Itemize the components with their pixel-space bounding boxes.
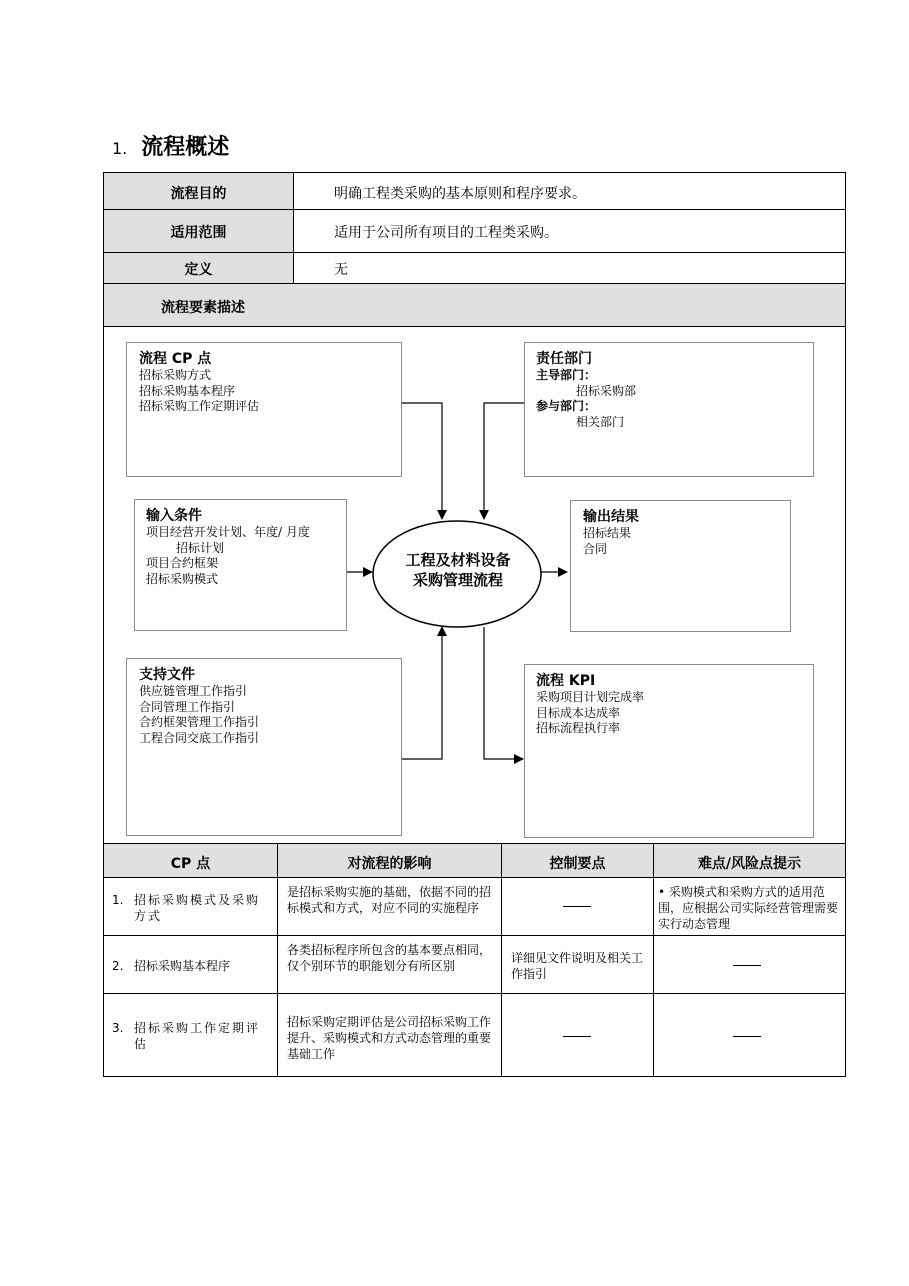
- process-kpi-box: [524, 664, 814, 838]
- purpose-label: 流程目的: [170, 186, 227, 202]
- output-box-item: 合同: [583, 541, 608, 556]
- risk-cell-dash: [733, 965, 761, 966]
- impact-cell: 是招标采购实施的基础，依据不同的招标模式和方式，对应不同的实施程序: [287, 885, 492, 915]
- section-number: 1.: [112, 139, 128, 158]
- cp-cell: 招标采购模式及采购方式: [134, 893, 261, 923]
- control-cell-dash: [563, 906, 591, 907]
- cp-header: CP 点: [170, 856, 211, 872]
- table-row-number: 1.: [112, 893, 124, 907]
- kpi-box-item: 招标流程执行率: [536, 721, 621, 735]
- cp-box-item: 招标采购工作定期评估: [139, 399, 260, 413]
- output-box-title: 输出结果: [583, 509, 639, 525]
- cp-box-item: 招标采购基本程序: [139, 383, 236, 398]
- cp-to-center-arrow: [401, 403, 442, 519]
- control-header: 控制要点: [549, 856, 606, 872]
- support-box-item: 工程合同交底工作指引: [139, 730, 260, 745]
- cp-box-title: 流程 CP 点: [139, 351, 212, 367]
- participating-dept-label: 参与部门：: [536, 399, 597, 413]
- support-box-title: 支持文件: [139, 667, 195, 683]
- support-box-item: 合约框架管理工作指引: [139, 715, 260, 729]
- kpi-box-item: 目标成本达成率: [536, 705, 621, 720]
- section-title: 流程概述: [141, 135, 230, 160]
- lead-dept-value: 招标采购部: [576, 383, 637, 398]
- elements-label: 流程要素描述: [161, 300, 245, 316]
- impact-cell: 招标采购定期评估是公司招标采购工作提升、采购模式和方式动态管理的重要基础工作: [287, 1015, 492, 1061]
- responsible-dept-box: [524, 342, 814, 477]
- purpose-value: 明确工程类采购的基本原则和程序要求。: [334, 186, 586, 202]
- lead-dept-label: 主导部门：: [536, 368, 597, 382]
- input-box-title: 输入条件: [146, 508, 202, 524]
- input-box-item-cont: 招标计划: [176, 540, 225, 555]
- impact-cell: 各类招标程序所包含的基本要点相同，仅个别环节的职能划分有所区别: [287, 943, 492, 973]
- cp-cell: 招标采购工作定期评估: [134, 1021, 261, 1051]
- input-conditions-box: [134, 499, 347, 631]
- resp-to-center-arrow: [484, 403, 525, 519]
- input-box-item: 招标采购模式: [146, 571, 219, 586]
- kpi-box-item: 采购项目计划完成率: [536, 690, 645, 704]
- output-box-item: 招标结果: [583, 526, 632, 540]
- scope-label: 适用范围: [170, 225, 227, 241]
- definition-label: 定义: [184, 262, 213, 278]
- table-row-number: 3.: [112, 1021, 124, 1035]
- impact-header: 对流程的影响: [347, 856, 432, 872]
- cp-cell: 招标采购基本程序: [134, 959, 231, 973]
- support-docs-box: [126, 658, 402, 836]
- participating-dept-value: 相关部门: [576, 414, 625, 429]
- output-results-box: [570, 500, 791, 632]
- resp-box-title: 责任部门: [536, 351, 592, 367]
- kpi-box-title: 流程 KPI: [536, 673, 596, 689]
- center-to-kpi-arrow: [484, 627, 523, 759]
- risk-header: 难点/风险点提示: [697, 856, 802, 872]
- cp-box-item: 招标采购方式: [139, 368, 212, 382]
- input-box-item: 项目合约框架: [146, 556, 219, 570]
- definition-value: 无: [334, 262, 348, 278]
- control-cell: 详细见文件说明及相关工作指引: [511, 951, 644, 981]
- support-box-item: 合同管理工作指引: [139, 699, 236, 714]
- table-row-number: 2.: [112, 959, 124, 973]
- control-cell-dash: [563, 1036, 591, 1037]
- risk-cell-dash: [733, 1036, 761, 1037]
- risk-cell: • 采购模式和采购方式的适用范围，应根据公司实际经营管理需要实行动态管理: [658, 885, 839, 931]
- cp-points-box: [126, 342, 402, 477]
- input-box-item: 项目经营开发计划、年度/ 月度: [146, 525, 310, 539]
- center-process-label: 工程及材料设备 采购管理流程: [405, 551, 511, 589]
- support-box-item: 供应链管理工作指引: [139, 684, 248, 698]
- scope-value: 适用于公司所有项目的工程类采购。: [334, 225, 558, 241]
- support-to-center-arrow: [401, 627, 442, 759]
